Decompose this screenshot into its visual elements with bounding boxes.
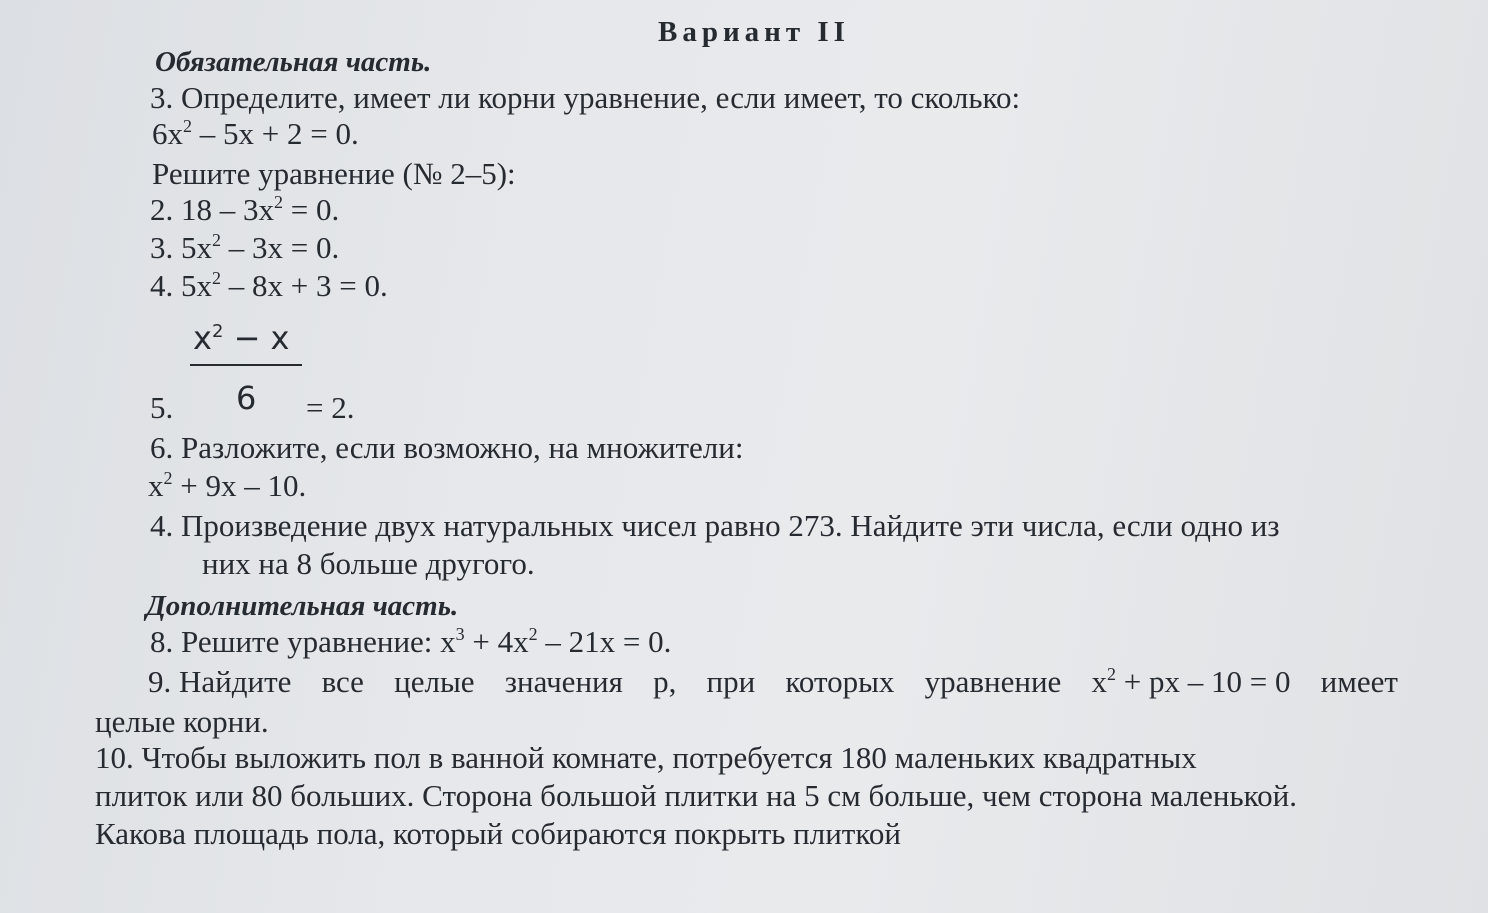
task-10-line-2: плиток или 80 больших. Сторона большой плитки на 5 см больше, чем сторона маленькой. — [95, 778, 1297, 813]
eq-part: – 21x = 0. — [537, 624, 672, 659]
eq-part: x — [193, 319, 212, 357]
eq-part: 3. 5x — [150, 230, 212, 265]
task-9-word: имеет — [1320, 664, 1398, 699]
additional-section-heading: Дополнительная часть. — [146, 590, 459, 622]
solve-equations-header: Решите уравнение (№ 2–5): — [152, 156, 516, 191]
task-9-word: которых — [785, 664, 895, 699]
mandatory-section-heading: Обязательная часть. — [155, 46, 432, 78]
task-6-text: 6. Разложите, если возможно, на множители: — [150, 430, 744, 465]
exponent: 2 — [212, 268, 221, 288]
task-9-line-1 — [148, 664, 1398, 700]
task-9-word: 9. Найдите — [148, 664, 292, 699]
exponent: 2 — [212, 230, 221, 250]
eq-part: 2. 18 – 3x — [150, 192, 274, 227]
exponent: 2 — [528, 624, 538, 644]
equation-4 — [150, 268, 388, 304]
eq-part: 8. Решите уравнение: x — [150, 624, 456, 659]
equation-2 — [150, 192, 339, 228]
task-4-line-1: 4. Произведение двух натуральных чисел равно 273. Найдите эти числа, если одно из — [150, 508, 1280, 543]
equation-3 — [150, 230, 339, 266]
eq-part: + px – 10 = 0 — [1116, 664, 1291, 699]
eq-part: − x — [223, 319, 290, 357]
task-4-line-2: них на 8 больше другого. — [202, 546, 535, 581]
eq-part: – 5x + 2 = 0. — [192, 116, 359, 151]
task-10-line-3: Какова площадь пола, который собираются покрыть плиткой — [95, 816, 901, 851]
eq-part: – 8x + 3 = 0. — [221, 268, 388, 303]
eq-part: x — [148, 468, 164, 503]
task-9-word: все — [321, 664, 364, 699]
equation-5-denominator: 6 — [236, 379, 257, 417]
task-8 — [150, 624, 671, 660]
task-9-equation — [1092, 664, 1291, 700]
task-3-equation — [152, 116, 359, 152]
exponent: 2 — [163, 468, 173, 488]
task-9-word: значения — [504, 664, 623, 699]
exponent: 2 — [1107, 664, 1116, 684]
exponent: 2 — [211, 321, 224, 342]
exponent: 3 — [455, 624, 465, 644]
exponent: 2 — [183, 116, 192, 136]
exponent: 2 — [274, 192, 283, 212]
eq-part: = 0. — [283, 192, 340, 227]
task-9-line-2: целые корни. — [95, 704, 269, 739]
equation-5-rhs: = 2. — [306, 390, 355, 425]
task-9-word: p, — [653, 664, 677, 699]
eq-part: + 4x — [464, 624, 529, 659]
eq-part: 6x — [152, 116, 183, 151]
equation-5-number: 5. — [150, 390, 174, 425]
variant-title: Вариант II — [658, 16, 850, 48]
task-3-text: 3. Определите, имеет ли корни уравнение, если имеет, то сколько: — [150, 80, 1021, 115]
equation-5-numerator — [193, 320, 289, 356]
eq-part: x — [1091, 664, 1107, 699]
task-9-word: целые — [394, 664, 475, 699]
task-9-word: уравнение — [924, 664, 1062, 699]
task-10-line-1: 10. Чтобы выложить пол в ванной комнате, потребуется 180 маленьких квадратных — [95, 740, 1197, 775]
task-9-word: при — [706, 664, 756, 699]
task-6-expression — [148, 468, 306, 504]
eq-part: + 9x – 10. — [172, 468, 307, 503]
equation-5-fraction-bar — [190, 364, 302, 366]
eq-part: 4. 5x — [150, 268, 212, 303]
eq-part: – 3x = 0. — [221, 230, 340, 265]
